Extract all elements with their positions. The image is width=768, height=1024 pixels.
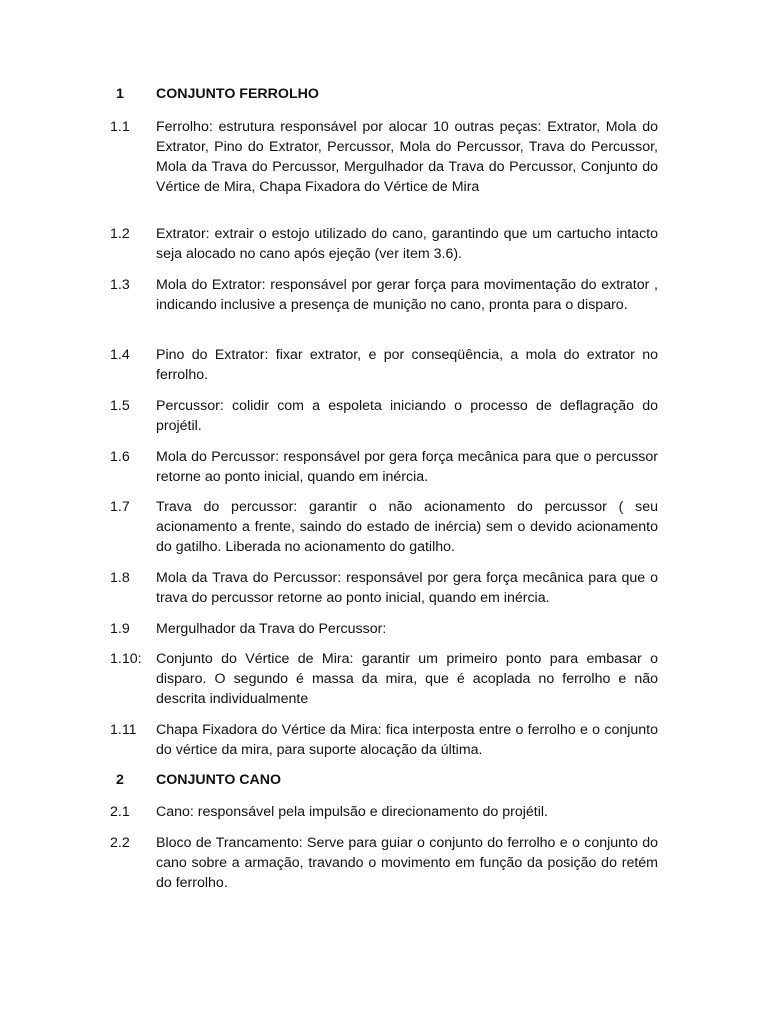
list-item bbox=[110, 396, 658, 436]
item-text: Bloco de Trancamento: Serve para guiar o conjunto do ferrolho e o conjunto do cano sobre a armação, travando o movimento em função da posição do retém do ferrolho. bbox=[156, 835, 658, 891]
list-item bbox=[110, 568, 658, 608]
list-item bbox=[110, 833, 658, 893]
section-title: CONJUNTO CANO bbox=[156, 772, 282, 788]
item-text: Mergulhador da Trava do Percussor: bbox=[156, 621, 387, 637]
item-text: Ferrolho: estrutura responsável por alocar 10 outras peças: Extrator, Mola do Extrator, Pino do Extrator, Percussor, Mola do Percussor, Trava do Percussor, Mola da Trava do Percussor, Mergulhador da Trava do Percussor, Conjunto do Vértice de Mira, Chapa Fixadora do Vértice de Mira bbox=[156, 119, 658, 195]
item-number: 2.1 bbox=[110, 804, 130, 820]
list-item bbox=[110, 447, 658, 487]
list-item bbox=[110, 345, 658, 385]
item-text: Mola do Percussor: responsável por gera força mecânica para que o percussor retorne ao ponto inicial, quando em inércia. bbox=[156, 449, 658, 485]
item-number: 1.1 bbox=[110, 119, 130, 135]
section-heading bbox=[110, 770, 658, 790]
item-number: 2.2 bbox=[110, 835, 130, 851]
list-item bbox=[110, 497, 658, 557]
item-text: Chapa Fixadora do Vértice da Mira: fica interposta entre o ferrolho e o conjunto do vértice da mira, para suporte alocação da última. bbox=[156, 722, 658, 758]
item-number: 1.10: bbox=[110, 651, 142, 667]
item-number: 1.9 bbox=[110, 621, 130, 637]
item-number: 1.8 bbox=[110, 570, 130, 586]
section-heading bbox=[110, 84, 658, 104]
item-text: Conjunto do Vértice de Mira: garantir um primeiro ponto para embasar o disparo. O segundo é massa da mira, que é acoplada no ferrolho e não descrita individualmente bbox=[156, 651, 658, 707]
item-number: 1.5 bbox=[110, 398, 130, 414]
item-number: 1.7 bbox=[110, 499, 130, 515]
list-item bbox=[110, 224, 658, 264]
list-item bbox=[110, 802, 658, 822]
list-item bbox=[110, 117, 658, 197]
list-item bbox=[110, 649, 658, 709]
item-number: 1.2 bbox=[110, 226, 130, 242]
item-text: Pino do Extrator: fixar extrator, e por conseqüência, a mola do extrator no ferrolho. bbox=[156, 347, 658, 383]
item-text: Extrator: extrair o estojo utilizado do cano, garantindo que um cartucho intacto seja alocado no cano após ejeção (ver item 3.6). bbox=[156, 226, 658, 262]
item-number: 1.6 bbox=[110, 449, 130, 465]
item-text: Trava do percussor: garantir o não acionamento do percussor ( seu acionamento a frente, saindo do estado de inércia) sem o devido acionamento do gatilho. Liberada no acionamento do gatilho. bbox=[156, 499, 658, 555]
item-number: 1.4 bbox=[110, 347, 130, 363]
list-item bbox=[110, 619, 658, 639]
list-item bbox=[110, 720, 658, 760]
section-title: CONJUNTO FERROLHO bbox=[156, 86, 319, 102]
item-text: Cano: responsável pela impulsão e direcionamento do projétil. bbox=[156, 804, 548, 820]
item-text: Mola da Trava do Percussor: responsável por gera força mecânica para que o trava do percussor retorne ao ponto inicial, quando em inércia. bbox=[156, 570, 658, 606]
item-number: 1.3 bbox=[110, 277, 130, 293]
section-number: 2 bbox=[116, 772, 124, 788]
section-number: 1 bbox=[116, 86, 124, 102]
item-text: Mola do Extrator: responsável por gerar força para movimentação do extrator , indicando inclusive a presença de munição no cano, pronta para o disparo. bbox=[156, 277, 658, 313]
item-number: 1.11 bbox=[110, 722, 137, 738]
list-item bbox=[110, 275, 658, 315]
item-text: Percussor: colidir com a espoleta iniciando o processo de deflagração do projétil. bbox=[156, 398, 658, 434]
